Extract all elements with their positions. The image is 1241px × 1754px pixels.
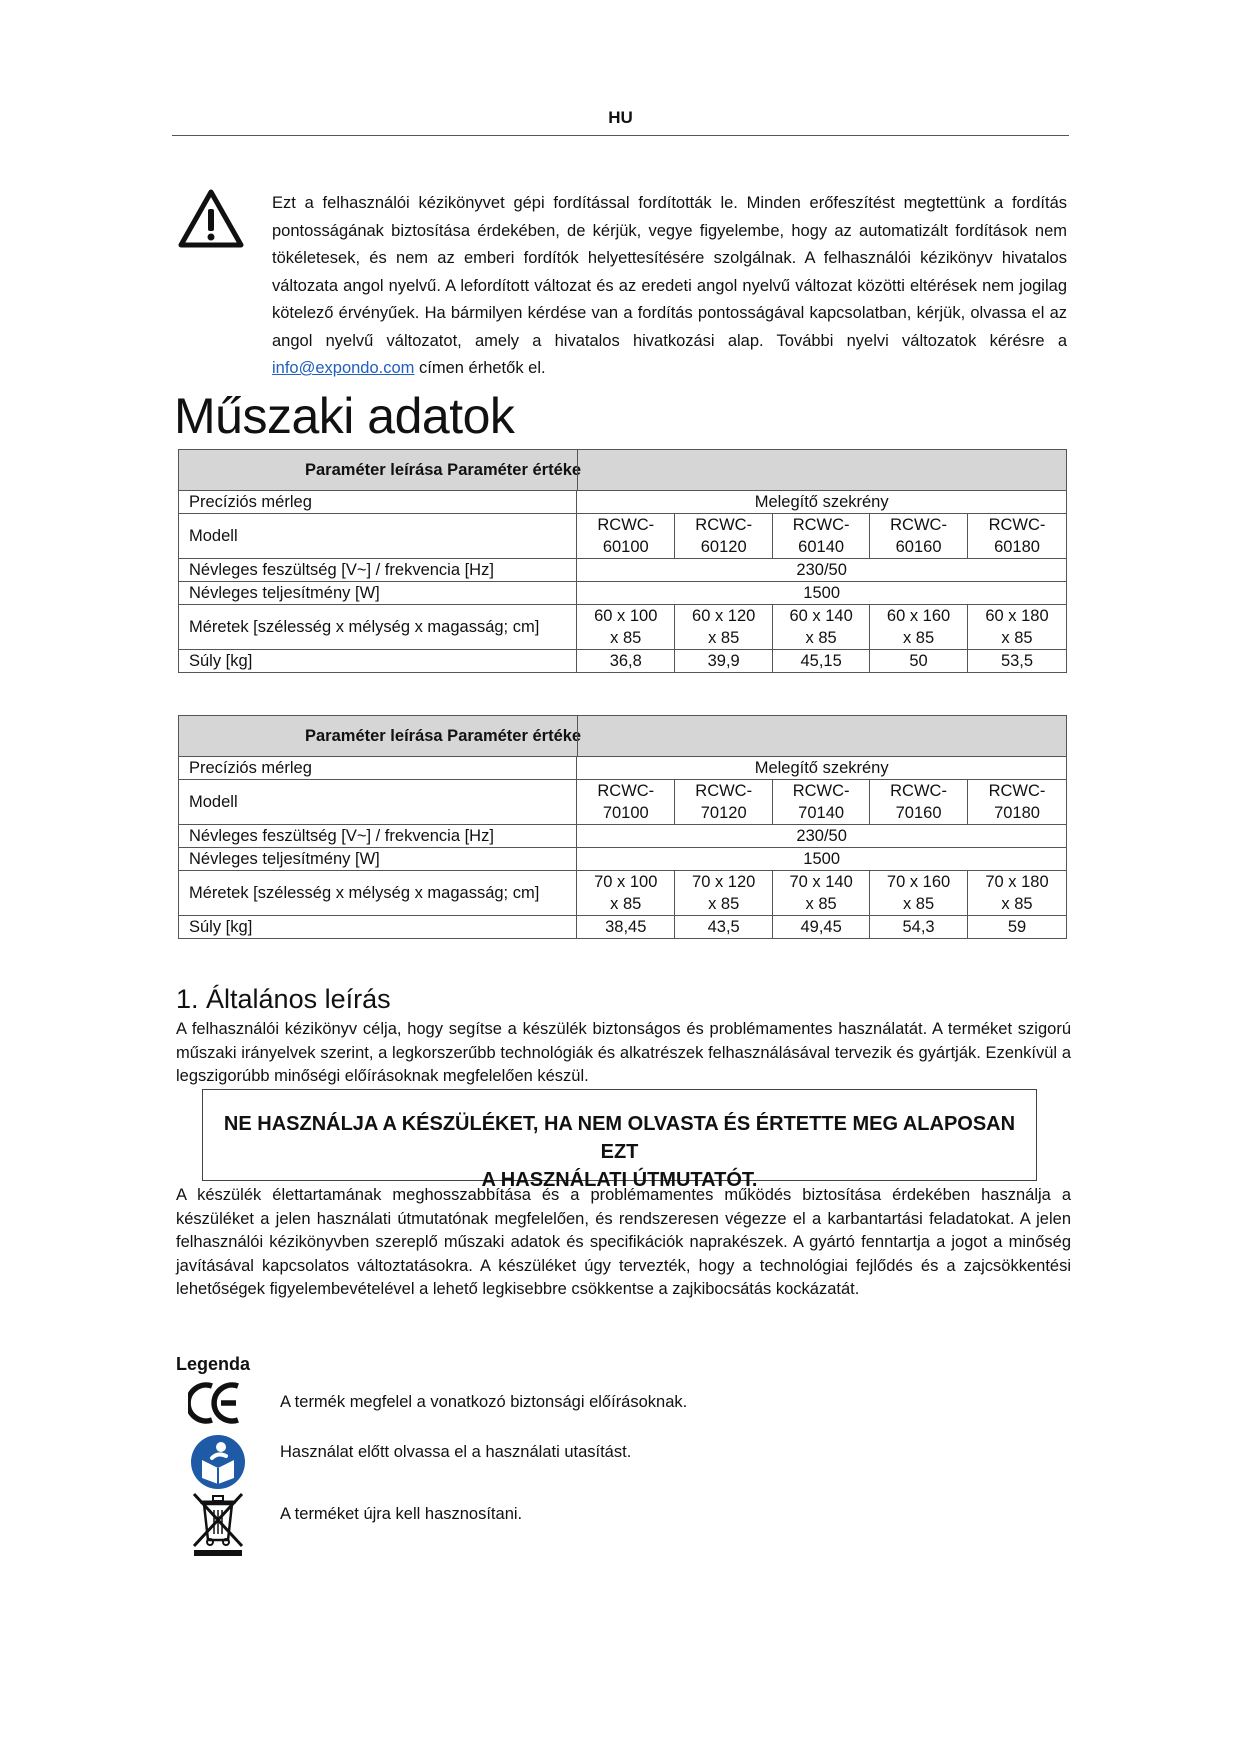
model-cell: RCWC- 60120: [675, 514, 773, 559]
notice-text-end: címen érhetők el.: [419, 359, 546, 377]
model-label: Modell: [179, 780, 577, 825]
notice-text: Ezt a felhasználói kézikönyvet gépi fordítással fordították le. Minden erőfeszítést megtettünk a fordítás pontosságának biztosítása érdekében, de kérjük, vegye figyelembe, hogy az automatizált fordítások nem tökéletesek, és nem az emberi fordítók helyettesítésére szolgálnak. A felhasználói kézikönyv hivatalos változata angol nyelvű. A lefordított változat és az eredeti angol nyelvű változat közötti eltérések nem jogilag kötelező érvényűek. Ha bármilyen kérdése van a fordítás pontosságával kapcsolatban, kérjük, olvassa el az angol nyelvű változatot, amely a hivatalos hivatkozási alap. További nyelvi változatok kérésre a: [272, 194, 1067, 350]
dims-cell: 60 x 160 x 85: [870, 605, 968, 650]
power-value: 1500: [577, 582, 1067, 605]
translation-notice: [272, 190, 1067, 383]
table-row: [179, 825, 1067, 848]
weight-cell: 54,3: [870, 916, 968, 939]
weee-bin-icon: [188, 1490, 248, 1558]
usage-paragraph: A készülék élettartamának meghosszabbítása és a problémamentes működés biztosítása érdekében használja a készüléket a jelen használati útmutatónak megfelelően, és rendszeresen végezze el a karbantartási feladatokat. A jelen felhasználói kézikönyvben szereplő műszaki adatok és specifikációk naprakészek. A gyártó fenntartja a jogot a minőség javításával kapcsolatos változtatásokra. A készüléket úgy tervezték, hogy a technológiai fejlődés és a zajcsökkentési lehetőségek figyelembevételével a lehető legkisebbre csökkentse a zajkibocsátás kockázatát.: [176, 1186, 1071, 1298]
dims-cell: 70 x 140 x 85: [773, 871, 870, 916]
product-value: Melegítő szekrény: [577, 757, 1067, 780]
power-label: Névleges teljesítmény [W]: [179, 582, 577, 605]
weight-cell: 49,45: [773, 916, 870, 939]
product-label: Precíziós mérleg: [179, 491, 577, 514]
warning-triangle-icon: [178, 189, 244, 249]
weight-cell: 39,9: [675, 650, 773, 673]
power-label: Névleges teljesítmény [W]: [179, 848, 577, 871]
table-header-row: [179, 716, 1067, 757]
voltage-label: Névleges feszültség [V~] / frekvencia [Hz]: [179, 559, 577, 582]
dims-cell: 70 x 120 x 85: [675, 871, 773, 916]
table-header-row: [179, 450, 1067, 491]
dims-label: Méretek [szélesség x mélység x magasság; cm]: [179, 871, 577, 916]
model-cell: RCWC- 60180: [968, 514, 1067, 559]
table-row: [179, 582, 1067, 605]
table-row: [179, 559, 1067, 582]
table-row: [179, 871, 1067, 916]
product-label: Precíziós mérleg: [179, 757, 577, 780]
contact-email-link[interactable]: info@expondo.com: [272, 359, 415, 377]
legend-text: A termék megfelel a vonatkozó biztonsági előírásoknak.: [280, 1393, 688, 1411]
voltage-label: Névleges feszültség [V~] / frekvencia [Hz]: [179, 825, 577, 848]
model-cell: RCWC- 60160: [870, 514, 968, 559]
warning-box-line: A HASZNÁLATI ÚTMUTATÓT.: [481, 1169, 758, 1191]
read-manual-icon: [190, 1434, 246, 1490]
table-header: Paraméter leírása Paraméter értéke: [305, 461, 582, 479]
dims-cell: 60 x 140 x 85: [773, 605, 870, 650]
model-label: Modell: [179, 514, 577, 559]
weight-cell: 38,45: [577, 916, 675, 939]
voltage-value: 230/50: [577, 825, 1067, 848]
model-cell: RCWC- 70160: [870, 780, 968, 825]
table-header: Paraméter leírása Paraméter értéke: [305, 727, 582, 745]
legend-text: Használat előtt olvassa el a használati utasítást.: [280, 1443, 632, 1461]
table-row: [179, 757, 1067, 780]
dims-cell: 60 x 180 x 85: [968, 605, 1067, 650]
model-cell: RCWC- 70140: [773, 780, 870, 825]
table-row: [179, 848, 1067, 871]
voltage-value: 230/50: [577, 559, 1067, 582]
model-cell: RCWC- 70100: [577, 780, 675, 825]
weight-cell: 53,5: [968, 650, 1067, 673]
weight-cell: 59: [968, 916, 1067, 939]
page-title: Műszaki adatok: [174, 388, 515, 444]
table-row: [179, 780, 1067, 825]
model-cell: RCWC- 70120: [675, 780, 773, 825]
table-row: [179, 514, 1067, 559]
dims-cell: 60 x 120 x 85: [675, 605, 773, 650]
table-row: [179, 650, 1067, 673]
section-heading: 1. Általános leírás: [176, 984, 391, 1014]
warning-box: [202, 1089, 1037, 1191]
weight-cell: 45,15: [773, 650, 870, 673]
dims-cell: 60 x 100 x 85: [577, 605, 675, 650]
warning-box-line: NE HASZNÁLJA A KÉSZÜLÉKET, HA NEM OLVASTA ÉS ÉRTETTE MEG ALAPOSAN EZT: [223, 1113, 1016, 1163]
dims-label: Méretek [szélesség x mélység x magasság; cm]: [179, 605, 577, 650]
weight-label: Súly [kg]: [179, 650, 577, 673]
header-divider: [172, 135, 1069, 136]
dims-cell: 70 x 100 x 85: [577, 871, 675, 916]
spec-table-60: [178, 449, 1067, 673]
legend-heading: Legenda: [176, 1354, 251, 1374]
weight-label: Súly [kg]: [179, 916, 577, 939]
table-row: [179, 491, 1067, 514]
model-cell: RCWC- 60140: [773, 514, 870, 559]
ce-mark-icon: [188, 1380, 244, 1426]
dims-cell: 70 x 180 x 85: [968, 871, 1067, 916]
weight-cell: 50: [870, 650, 968, 673]
product-value: Melegítő szekrény: [577, 491, 1067, 514]
power-value: 1500: [577, 848, 1067, 871]
intro-paragraph: A felhasználói kézikönyv célja, hogy segítse a készülék biztonságos és problémamentes használatát. A terméket szigorú műszaki irányelvek szerint, a legkorszerűbb technológiák és alkatrészek felhasználásával tervezik és gyártják. Ezenkívül a legszigorúbb minőségi előírásoknak megfelelően készül.: [176, 1020, 1071, 1085]
table-row: [179, 916, 1067, 939]
table-row: [179, 605, 1067, 650]
model-cell: RCWC- 70180: [968, 780, 1067, 825]
weight-cell: 43,5: [675, 916, 773, 939]
weight-cell: 36,8: [577, 650, 675, 673]
spec-table-70: [178, 715, 1067, 939]
legend-text: A terméket újra kell hasznosítani.: [280, 1505, 523, 1523]
language-header: HU: [608, 108, 633, 127]
model-cell: RCWC- 60100: [577, 514, 675, 559]
dims-cell: 70 x 160 x 85: [870, 871, 968, 916]
